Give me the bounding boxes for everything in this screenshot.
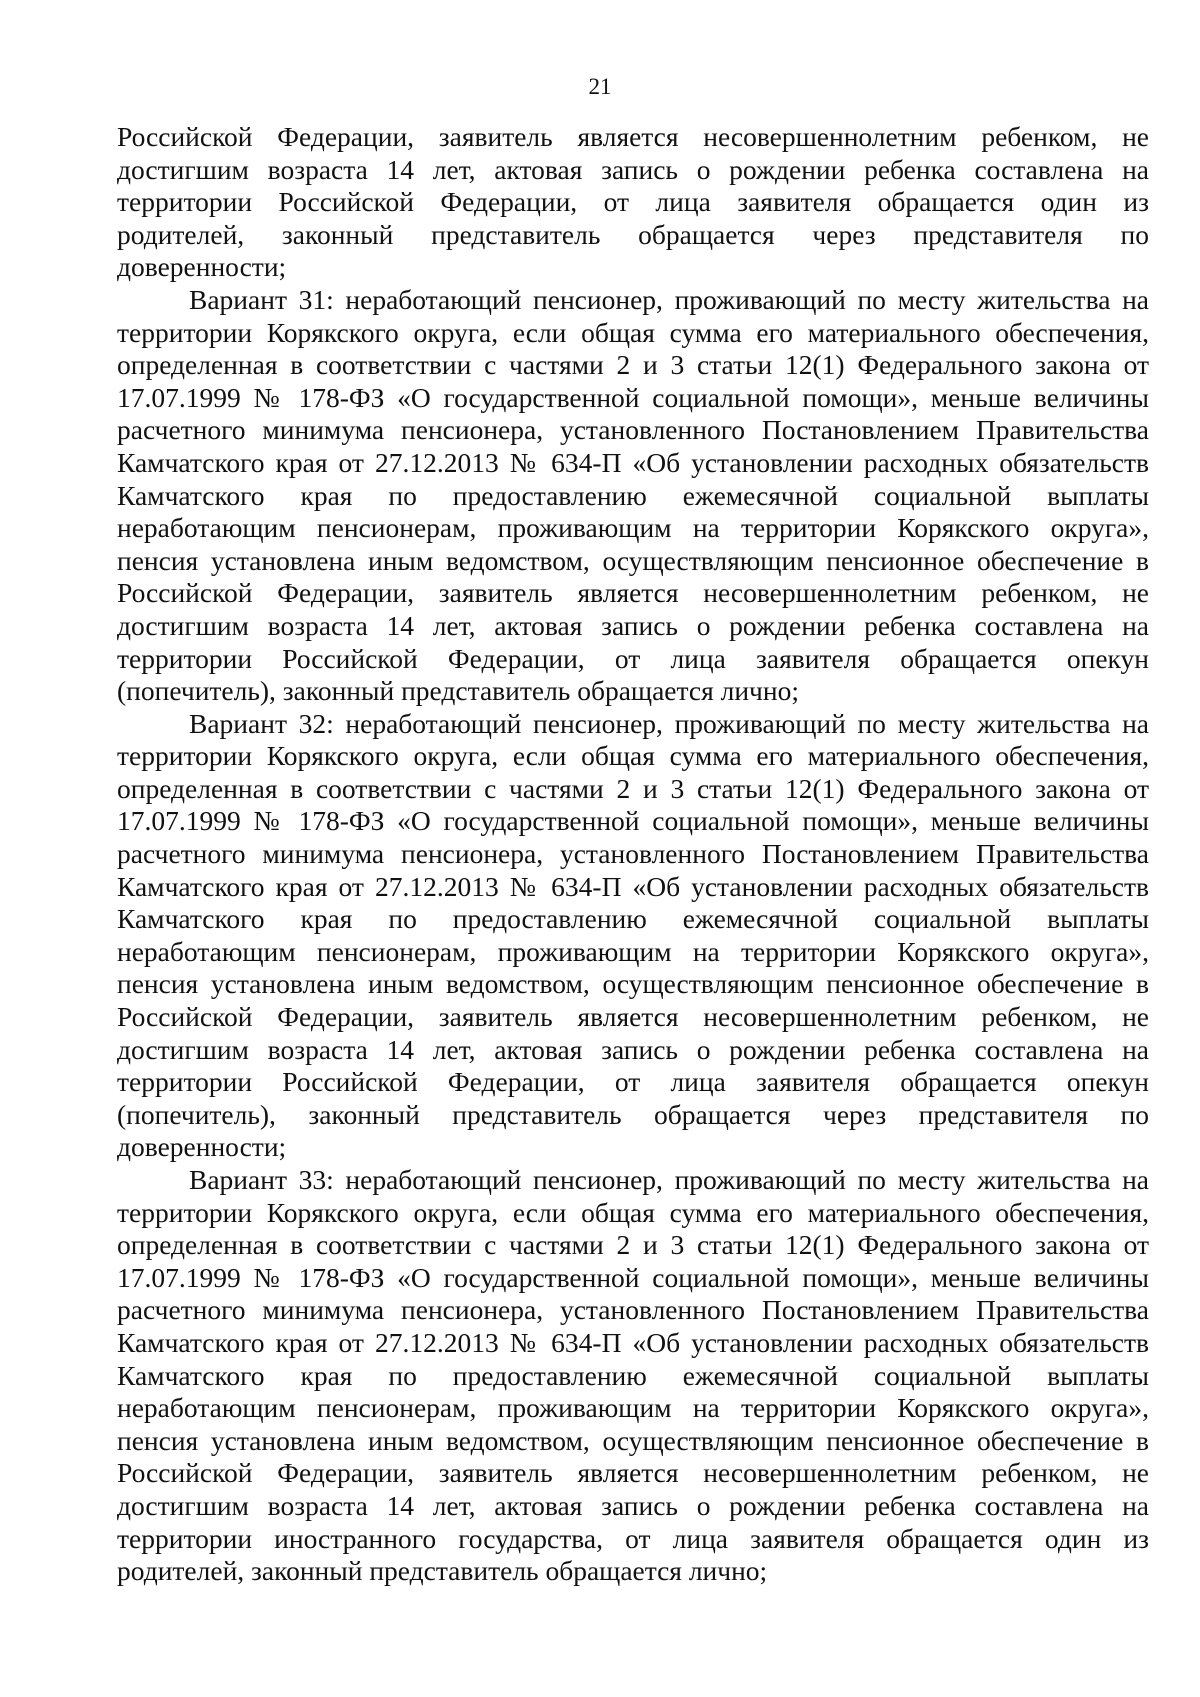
text-line: Камчатского края по предоставлению ежемесячной социальной выплаты <box>117 1359 1149 1391</box>
text-line: 17.07.1999 № 178-ФЗ «О государственной социальной помощи», меньше величины <box>117 381 1149 413</box>
text-line: Российской Федерации, заявитель является несовершеннолетним ребенком, не <box>117 121 1149 152</box>
text-line: пенсия установлена иным ведомством, осуществляющим пенсионное обеспечение в <box>117 968 1149 1000</box>
text-line: расчетного минимума пенсионера, установленного Постановлением Правительства <box>117 838 1149 870</box>
text-line: Российской Федерации, заявитель является несовершеннолетним ребенком, не <box>117 1457 1149 1489</box>
text-line: 17.07.1999 № 178-ФЗ «О государственной социальной помощи», меньше величины <box>117 1261 1149 1293</box>
text-line: достигшим возраста 14 лет, актовая запись о рождении ребенка составлена на <box>117 609 1149 641</box>
text-line: родителей, законный представитель обращается лично; <box>117 1555 768 1587</box>
paragraph-start-line: Вариант 31: неработающий пенсионер, проживающий по месту жительства на <box>189 283 1149 315</box>
text-line: Российской Федерации, заявитель является несовершеннолетним ребенком, не <box>117 1001 1149 1033</box>
text-line: расчетного минимума пенсионера, установленного Постановлением Правительства <box>117 414 1149 446</box>
text-line: территории Корякского округа, если общая сумма его материального обеспечения, <box>117 1196 1149 1228</box>
text-line: доверенности; <box>117 1131 287 1163</box>
text-line: достигшим возраста 14 лет, актовая запись о рождении ребенка составлена на <box>117 1033 1149 1065</box>
text-line: достигшим возраста 14 лет, актовая запись о рождении ребенка составлена на <box>117 1489 1149 1521</box>
text-line: (попечитель), законный представитель обращается лично; <box>117 675 799 707</box>
text-line: территории Российской Федерации, от лица заявителя обращается опекун <box>117 1066 1149 1098</box>
text-line: Камчатского края по предоставлению ежемесячной социальной выплаты <box>117 903 1149 935</box>
text-line: территории Российской Федерации, от лица заявителя обращается один из <box>117 186 1149 218</box>
text-line: определенная в соответствии с частями 2 и 3 статьи 12(1) Федерального закона от <box>117 349 1149 381</box>
text-line: пенсия установлена иным ведомством, осуществляющим пенсионное обеспечение в <box>117 544 1149 576</box>
text-line: Российской Федерации, заявитель является несовершеннолетним ребенком, не <box>117 577 1149 609</box>
text-line: Камчатского края от 27.12.2013 № 634-П «Об установлении расходных обязательств <box>117 870 1149 902</box>
document-body <box>117 121 1149 1588</box>
text-line: Камчатского края по предоставлению ежемесячной социальной выплаты <box>117 479 1149 511</box>
text-line: территории Корякского округа, если общая сумма его материального обеспечения, <box>117 740 1149 772</box>
text-line: (попечитель), законный представитель обращается через представителя по <box>117 1098 1149 1130</box>
text-line: территории Российской Федерации, от лица заявителя обращается опекун <box>117 642 1149 674</box>
text-line: Камчатского края от 27.12.2013 № 634-П «Об установлении расходных обязательств <box>117 1326 1149 1358</box>
paragraph-start-line: Вариант 32: неработающий пенсионер, проживающий по месту жительства на <box>189 707 1149 739</box>
text-line: неработающим пенсионерам, проживающим на территории Корякского округа», <box>117 1392 1149 1424</box>
text-line: неработающим пенсионерам, проживающим на территории Корякского округа», <box>117 935 1149 967</box>
text-line: территории иностранного государства, от лица заявителя обращается один из <box>117 1522 1149 1554</box>
text-line: доверенности; <box>117 251 287 283</box>
text-line: расчетного минимума пенсионера, установленного Постановлением Правительства <box>117 1294 1149 1326</box>
text-line: определенная в соответствии с частями 2 и 3 статьи 12(1) Федерального закона от <box>117 1229 1149 1261</box>
text-line: определенная в соответствии с частями 2 и 3 статьи 12(1) Федерального закона от <box>117 772 1149 804</box>
text-line: Камчатского края от 27.12.2013 № 634-П «Об установлении расходных обязательств <box>117 446 1149 478</box>
text-line: пенсия установлена иным ведомством, осуществляющим пенсионное обеспечение в <box>117 1424 1149 1456</box>
text-line: неработающим пенсионерам, проживающим на территории Корякского округа», <box>117 512 1149 544</box>
page-number: 21 <box>588 74 612 99</box>
text-line: родителей, законный представитель обращается через представителя по <box>117 218 1149 250</box>
text-line: территории Корякского округа, если общая сумма его материального обеспечения, <box>117 316 1149 348</box>
paragraph-start-line: Вариант 33: неработающий пенсионер, проживающий по месту жительства на <box>189 1164 1149 1195</box>
text-line: достигшим возраста 14 лет, актовая запись о рождении ребенка составлена на <box>117 153 1149 185</box>
text-line: 17.07.1999 № 178-ФЗ «О государственной социальной помощи», меньше величины <box>117 805 1149 837</box>
